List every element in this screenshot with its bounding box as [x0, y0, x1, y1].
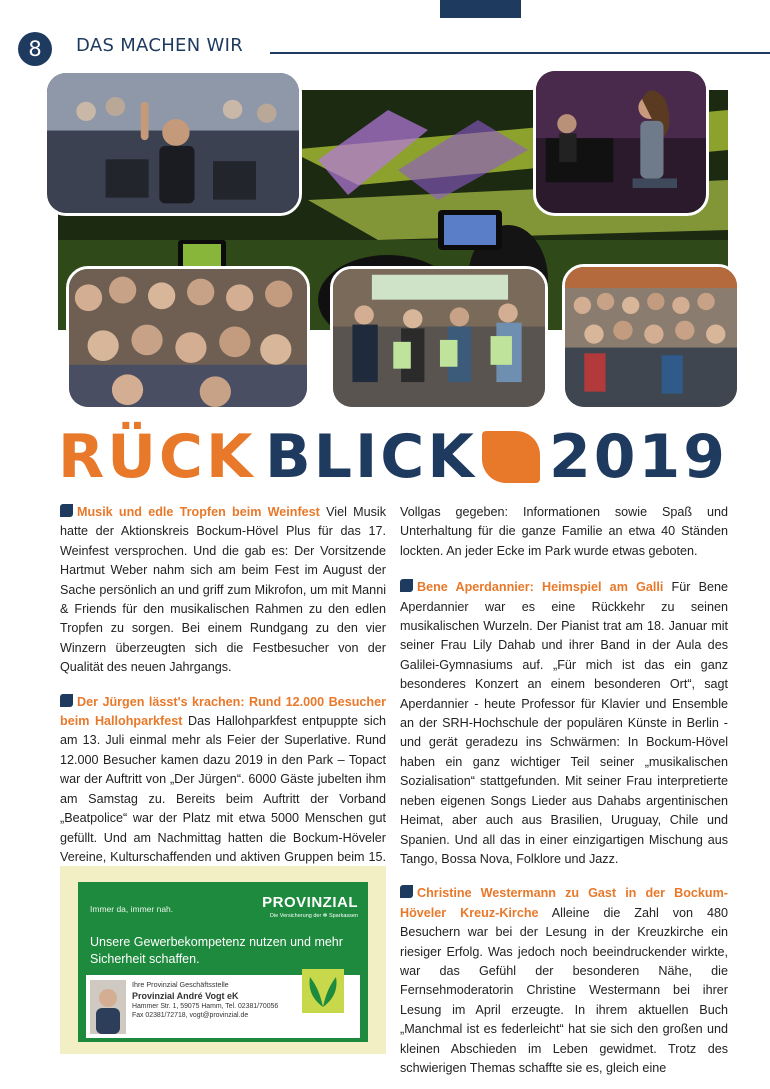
square-bullet-icon [400, 885, 413, 898]
top-edge-tab [440, 0, 521, 18]
contact-address: Hammer Str. 1, 59075 Hamm, Tel. 02381/70056 [132, 1003, 279, 1010]
ad-panel [78, 882, 368, 1042]
headline-year: 2019 [549, 422, 728, 492]
square-bullet-icon [60, 694, 73, 707]
article-hallohpark [60, 693, 386, 887]
article-westermann [400, 884, 728, 1078]
article-hallohpark-continued: Vollgas gegeben: Informationen sowie Spaß und Unterhaltung für die ganze Familie an etwa 40 Ständen lockten. An jeder Ecke im Park wurde etwas geboten. [400, 505, 728, 558]
article-lead: Musik und edle Tropfen beim Weinfest [77, 505, 320, 519]
provinzial-wings-logo-icon [302, 969, 344, 1013]
provinzial-advertisement [60, 866, 386, 1054]
ad-tagline: Immer da, immer nah. [90, 904, 174, 914]
photo-cheering-crowd [66, 266, 310, 410]
photo-large-group [562, 264, 740, 410]
contact-intro: Ihre Provinzial Geschäftsstelle [132, 980, 229, 989]
agent-portrait [90, 980, 126, 1034]
square-bullet-icon [400, 579, 413, 592]
section-title: DAS MACHEN WIR [76, 35, 244, 56]
photo-piano-performance [533, 68, 709, 216]
photo-award-group [330, 266, 548, 410]
page-number-badge: 8 [18, 32, 52, 66]
contact-fax-email: Fax 02381/72718, vogt@provinzial.de [132, 1012, 249, 1019]
headline-part-blick: BLICK [265, 422, 477, 492]
headline-rueckblick [58, 422, 728, 492]
article-lead: Bene Aperdannier: Heimspiel am Galli [417, 580, 664, 595]
photo-concert-singer [44, 70, 302, 216]
article-weinfest [60, 503, 386, 678]
article-body: Für Bene Aperdannier war es eine Rückkehr zu seinen musikalischen Wurzeln. Der Pianist trat am 18. Januar mit seiner Frau Lily Dahab und ihrer Band in der Aula des Galilei-Gymnasiums auf. „Für mich ist das ein ganz besonderes Konzert an einem besonderen Ort“, sagt Aperdannier - heute Professor für Klavier und Ensemble an der SRH-Hochschule der populären Künste in Berlin - und gerät geradezu ins Schwärmen: In Bockum-Hövel haben ein ganz wichtiger Teil seiner „musikalischen Sozialisation“ stattgefunden. Mit seiner Frau interpretierte neben eigenen Songs Lieder aus Dahabs argentinischen Heimat, aber auch aus Brasilien, Uruguay, Chile und Spanien. Und all das in einer einzigartigen Mischung aus Tango, Bossa Nova, Folklore und Jazz. [400, 580, 728, 866]
leaf-logo-icon [482, 431, 540, 483]
article-body: Das Hallohparkfest entpuppte sich am 13. Juli einmal mehr als Feier der Superlative. Rund 12.000 Besucher kamen dazu 2019 in den Park – Topact war der Auftritt von „Der Jürgen“. 6000 Gäste jubelten ihm am Samstag zu. Bereits beim Auftritt der Vorband „Beatpolice“ war der Platz mit etwa 5000 Menschen gut gefüllt. Und am Nachmittag hatten die Bockum-Höveler Vereine, Kulturschaffenden und aktiven Gruppen beim 15. [60, 714, 386, 864]
article-aperdannier [400, 578, 728, 869]
square-bullet-icon [60, 504, 73, 517]
text-column-right [400, 503, 728, 1089]
text-column-left [60, 503, 386, 902]
headline-part-ruck: RÜCK [58, 422, 256, 492]
article-lead: Der Jürgen lässt's krachen: Rund 12.000 Besucher beim Hallohparkfest [60, 694, 386, 729]
contact-name: Provinzial André Vogt eK [132, 991, 239, 1001]
ad-brand-subline: Die Versicherung der ✻ Sparkassen [269, 913, 358, 919]
article-body: Alleine die Zahl von 480 Besuchern war bei der Lesung in der Kreuzkirche ein riesiger Erfolg. Was jedoch noch beeindruckender wirkte, war das Gefühl der besonderen Nähe, die Fernsehmoderatorin Christine Westermann bei ihrer Lesung im April erzeugte. In ihrem aktuellen Buch „Manchmal ist es federleicht“ hat sie sich den großen und kleinen Abschieden im Leben gewidmet. Trotz des schwierigen Themas schaffte sie es, gleich eine [400, 905, 728, 1075]
ad-slogan: Unsere Gewerbekompetenz nutzen und mehr Sicherheit schaffen. [90, 935, 343, 966]
ad-contact-details [132, 979, 278, 1020]
header-rule [270, 52, 770, 54]
ad-brand-logo: PROVINZIAL [262, 894, 358, 911]
article-body: Viel Musik hatte der Aktionskreis Bockum-Hövel Plus für das 17. Weinfest versprochen. Und die gab es: Der Vorsitzende Hartmut Weber nahm sich am beim Fest im August der Sache persönlich an und griff zum Mikrofon, um mit Manni & Friends für den musikalischen Rahmen zu den edlen Tropfen zu sorgen. Bei einem Rundgang zu den vier Winzern überzeugten sich die Festbesucher von der Qualität des neuen Jahrgangs. [60, 505, 386, 675]
article-lead: Christine Westermann zu Gast in der Bockum-Höveler Kreuz-Kirche [400, 886, 728, 920]
